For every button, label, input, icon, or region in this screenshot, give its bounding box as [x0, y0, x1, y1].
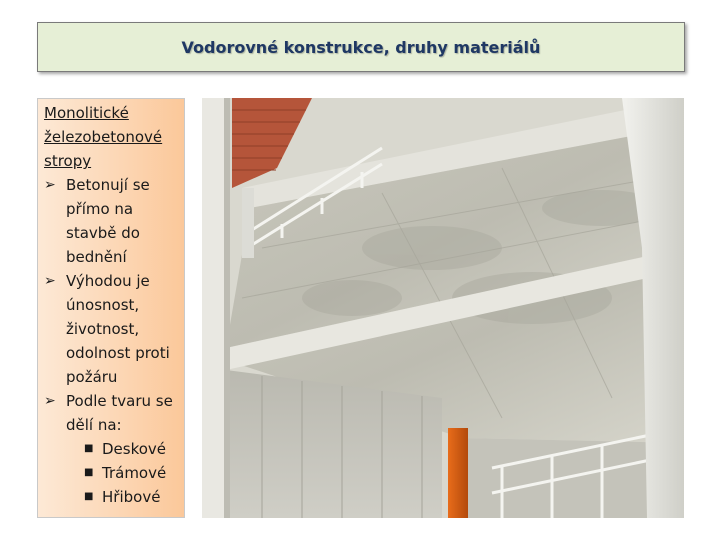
bullet-item	[44, 173, 180, 269]
title-box	[37, 22, 685, 72]
orange-column	[448, 428, 468, 518]
sub-bullet-text: Trámové	[102, 464, 167, 482]
sub-bullet-item	[44, 437, 180, 461]
arrow-bullet-icon: ➢	[44, 177, 56, 193]
arrow-bullet-icon: ➢	[44, 393, 56, 409]
bullet-item	[44, 269, 180, 389]
bullet-text: Podle tvaru se dělí na:	[66, 392, 173, 434]
sub-bullet-text: Hřibové	[102, 488, 161, 506]
content-text-box	[37, 98, 185, 518]
photo-illustration	[202, 98, 684, 518]
square-bullet-icon: ■	[84, 443, 94, 454]
sub-bullet-text: Deskové	[102, 440, 167, 458]
sub-bullet-item	[44, 485, 180, 509]
square-bullet-icon: ■	[84, 491, 94, 502]
arrow-bullet-icon: ➢	[44, 273, 56, 289]
bullet-item	[44, 389, 180, 437]
sub-bullet-item	[44, 461, 180, 485]
bullet-text: Betonují se přímo na stavbě do bednění	[66, 176, 150, 266]
bullet-text: Výhodou je únosnost, životnost, odolnost proti požáru	[66, 272, 170, 386]
slide-title: Vodorovné konstrukce, druhy materiálů	[181, 37, 541, 57]
square-bullet-icon: ■	[84, 467, 94, 478]
content-heading: Monolitické železobetonové stropy	[44, 104, 163, 170]
concrete-ceiling-photo	[202, 98, 684, 518]
